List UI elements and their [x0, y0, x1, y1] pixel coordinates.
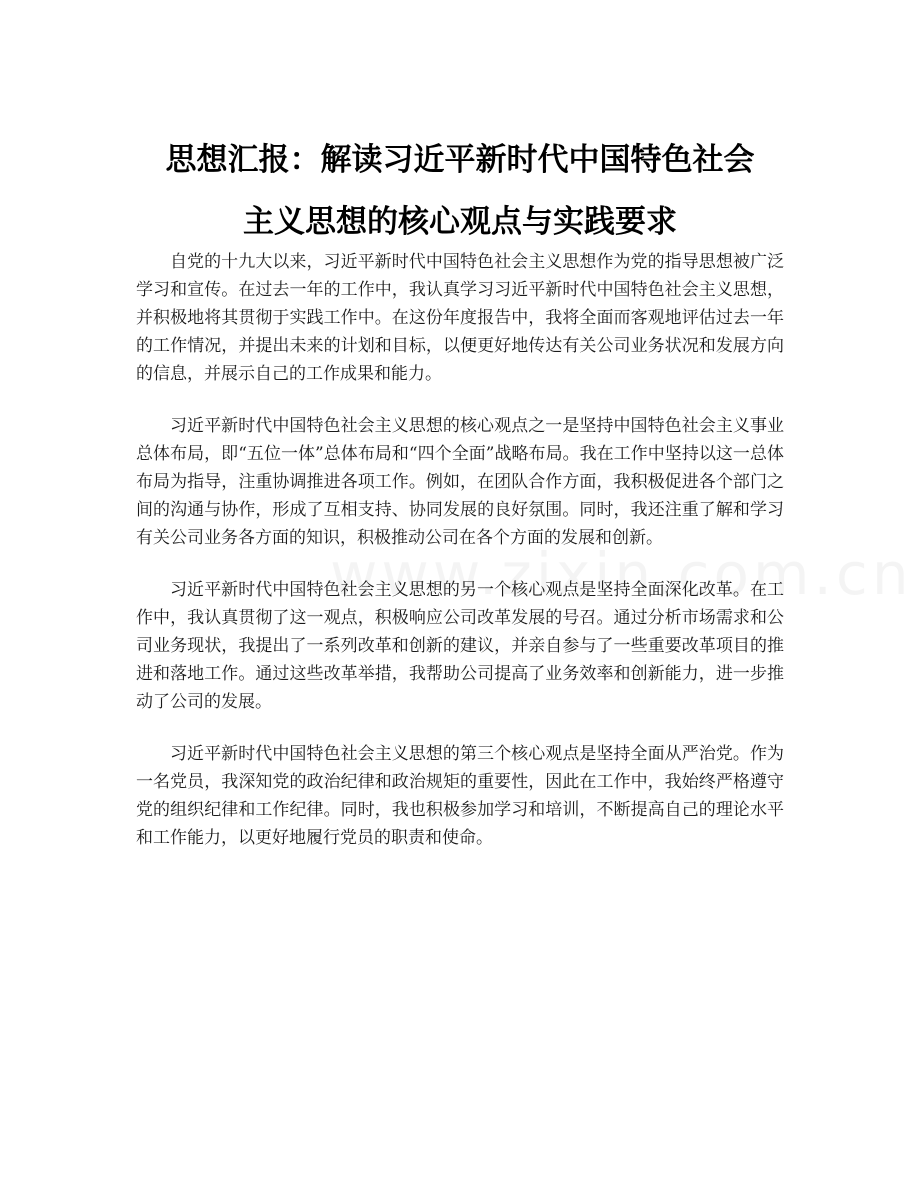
paragraph-1: 自党的十九大以来，习近平新时代中国特色社会主义思想作为党的指导思想被广泛学习和宣传。在过去一年的工作中，我认真学习习近平新时代中国特色社会主义思想，并积极地将其贯彻于实践工作中。在这份年度报告中，我将全面而客观地评估过去一年的工作情况，并提出未来的计划和目标，以便更好地传达有关公司业务状况和发展方向的信息，并展示自己的工作成果和能力。: [136, 252, 784, 384]
paragraph-3: 习近平新时代中国特色社会主义思想的另一个核心观点是坚持全面深化改革。在工作中，我认真贯彻了这一观点，积极响应公司改革发展的号召。通过分析市场需求和公司业务现状，我提出了一系列改革和创新的建议，并亲自参与了一些重要改革项目的推进和落地工作。通过这些改革举措，我帮助公司提高了业务效率和创新能力，进一步推动了公司的发展。: [136, 580, 784, 712]
paragraph-4: 习近平新时代中国特色社会主义思想的第三个核心观点是坚持全面从严治党。作为一名党员，我深知党的政治纪律和政治规矩的重要性，因此在工作中，我始终严格遵守党的组织纪律和工作纪律。同时，我也积极参加学习和培训，不断提高自己的理论水平和工作能力，以更好地履行党员的职责和使命。: [136, 744, 784, 848]
document-body: [136, 248, 784, 876]
title-line-1: 思想汇报：解读习近平新时代中国特色社会: [165, 141, 755, 178]
title-line-2: 主义思想的核心观点与实践要求: [243, 203, 677, 240]
document-title: [120, 129, 800, 253]
paragraph-2: 习近平新时代中国特色社会主义思想的核心观点之一是坚持中国特色社会主义事业总体布局，即“五位一体”总体布局和“四个全面”战略布局。我在工作中坚持以这一总体布局为指导，注重协调推进各项工作。例如，在团队合作方面，我积极促进各个部门之间的沟通与协作，形成了互相支持、协同发展的良好氛围。同时，我还注重了解和学习有关公司业务各方面的知识，积极推动公司在各个方面的发展和创新。: [136, 416, 784, 548]
